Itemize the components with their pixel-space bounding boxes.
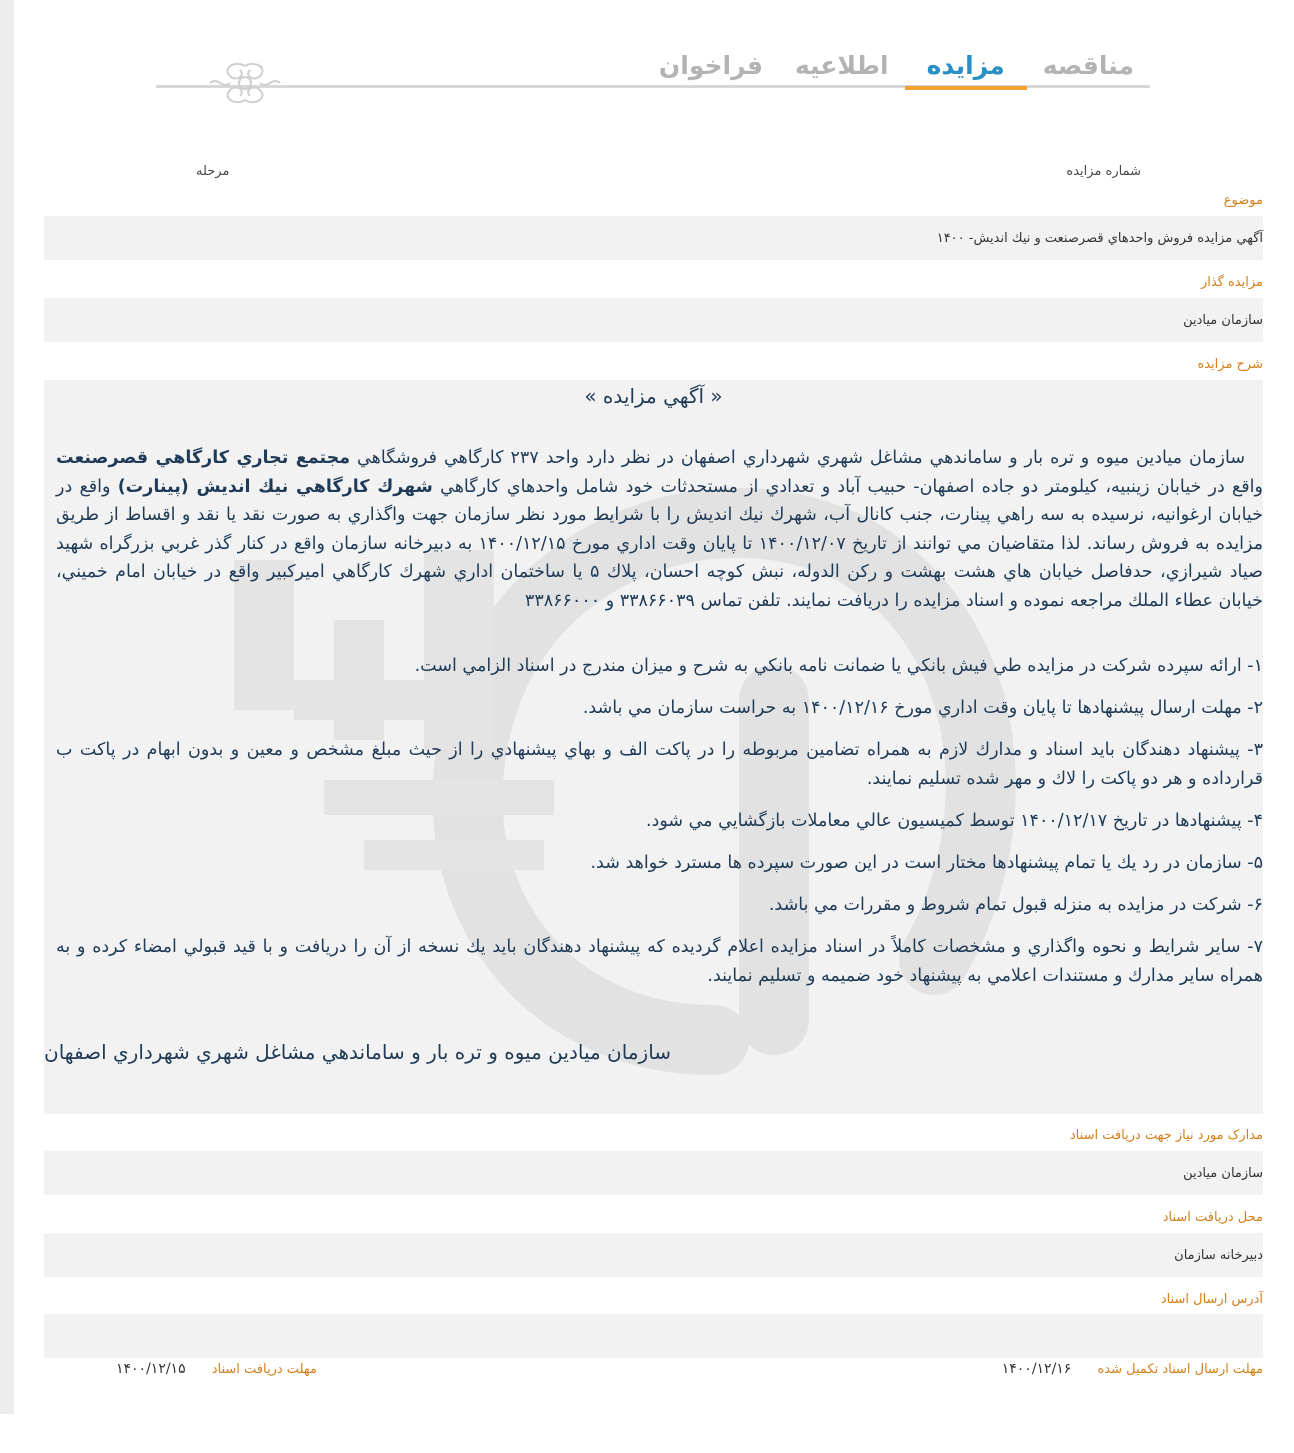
submit-deadline-label: مهلت ارسال اسناد تکميل شده: [1097, 1362, 1263, 1377]
intro-text-1: سازمان ميادين ميوه و تره بار و ساماندهي مشاغل شهري شهرداري اصفهان در نظر دارد واحد ۲۳۷ كارگاهي فروشگاهي: [350, 448, 1245, 468]
intro-bold-1: مجتمع تجاري كارگاهي قصرصنعت: [56, 448, 351, 468]
condition-item: ۷- ساير شرايط و نحوه واگذاري و مشخصات كاملاً در اسناد مزايده اعلام گرديده كه پيشنهاد دهندگان بايد يك نسخه از آن را دريافت و با قيد قبولي امضاء كرده و به همراه ساير مدارك و مستندات اعلامي به پيشنهاد خود ضميمه و تسليم نمايند.: [56, 937, 1263, 986]
send-address-box: [44, 1314, 1263, 1358]
auctioneer-value: سازمان ميادين: [1183, 313, 1263, 328]
left-frame-strip: [0, 0, 14, 1414]
auction-number-label: شماره مزايده: [1066, 164, 1141, 179]
description-title: « آگهي مزايده »: [584, 384, 723, 408]
docs-location-label: محل دريافت اسناد: [1162, 1210, 1263, 1225]
tabs: [643, 46, 1150, 90]
intro-bold-2: شهرك كارگاهي نيك انديش (پينارت): [117, 476, 433, 497]
subject-value: آگهي مزايده فروش واحدهاي قصرصنعت و نيك انديش- ۱۴۰۰: [936, 231, 1263, 246]
description-label: شرح مزايده: [1197, 357, 1263, 372]
subject-label: موضوع: [1223, 193, 1263, 208]
auctioneer-box: [44, 298, 1263, 342]
tab-call[interactable]: فراخوان: [658, 51, 764, 80]
condition-item: ۴- پيشنهادها در تاريخ ۱۴۰۰/۱۲/۱۷ توسط كميسيون عالي معاملات بازگشايي مي شود.: [645, 811, 1263, 831]
docs-required-value: سازمان ميادين: [1183, 1166, 1263, 1181]
ornament-icon: [200, 58, 290, 108]
send-address-label: آدرس ارسال اسناد: [1160, 1292, 1263, 1307]
condition-item: ۱- ارائه سپرده شركت در مزايده طي فيش بانكي يا ضمانت نامه بانكي به شرح و ميزان مندرج در اسناد الزامي است.: [414, 656, 1263, 676]
tab-bar: [150, 30, 1150, 110]
description-box: [44, 380, 1263, 1114]
condition-item: ۳- پيشنهاد دهندگان بايد اسناد و مدارك لازم به همراه تضامين مربوطه را در پاكت الف و بهاي پيشنهادي را از حيث مبلغ مشخص و معين و بدون ابهام در پاكت ب قرارداده و هر دو پاكت را لاك و مهر شده تسليم نمايند.: [56, 740, 1263, 789]
docs-required-box: [44, 1151, 1263, 1195]
tab-announcement[interactable]: اطلاعيه: [795, 51, 889, 80]
condition-item: ۲- مهلت ارسال پيشنهادها تا پايان وقت اداري مورخ ۱۴۰۰/۱۲/۱۶ به حراست سازمان مي باشد.: [582, 698, 1263, 718]
bottom-frame-strip: [0, 1414, 1294, 1453]
description-signature: سازمان ميادين ميوه و تره بار و ساماندهي مشاغل شهري شهرداري اصفهان: [44, 1040, 672, 1064]
intro-text-2: واقع در خيابان زينبيه، كيلومتر دو جاده اصفهان- حبيب آباد و تعدادي از مستحدثات خود شامل واحدهاي كارگاهي: [432, 476, 1263, 497]
submit-deadline: [1002, 1361, 1263, 1377]
submit-deadline-date: ۱۴۰۰/۱۲/۱۶: [1001, 1361, 1072, 1377]
receive-deadline-label: مهلت دريافت اسناد: [211, 1362, 317, 1377]
tab-tender[interactable]: مناقصه: [1042, 51, 1134, 80]
docs-required-label: مدارک مورد نياز جهت دريافت اسناد: [1069, 1128, 1263, 1143]
tab-auction[interactable]: مزايده: [905, 46, 1027, 90]
condition-item: ۵- سازمان در رد يك يا تمام پيشنهادها مختار است در اين صورت سپرده ها مسترد خواهد شد.: [590, 853, 1263, 873]
description-intro: [56, 444, 1263, 615]
intro-text-3: واقع در خيابان ارغوانيه، نرسيده به سه راهي پينارت، جنب كانال آب، شهرك نيك انديش را با شرايط مورد نظر سازمان جهت واگذاري به صورت نقد يا نقد و اقساط از طريق مزايده به فروش رساند. لذا متقاضيان مي توانند از تاريخ ۱۴۰۰/۱۲/۰۷ تا پايان وقت اداري مورخ ۱۴۰۰/۱۲/۱۵ به دبيرخانه سازمان واقع در كنار گذر غربي بزرگراه شهيد صياد شيرازي، حدفاصل خيابان هاي هشت بهشت و ركن الدوله، نبش كوچه احسان، پلاك ۵ يا ساختمان اداري شهرك كارگاهي اميركبير واقع در خيابان امام خميني، خيابان عطاء الملك مراجعه نموده و اسناد مزايده را دريافت نمايند. تلفن تماس ۳۳۸۶۶۰۳۹ و ۳۳۸۶۶۰۰۰: [56, 476, 1263, 611]
docs-location-value: دبيرخانه سازمان: [1174, 1248, 1263, 1263]
docs-location-box: [44, 1233, 1263, 1277]
receive-deadline-date: ۱۴۰۰/۱۲/۱۵: [116, 1361, 186, 1377]
auctioneer-label: مزايده گذار: [1200, 275, 1263, 290]
condition-item: ۶- شركت در مزايده به منزله قبول تمام شروط و مقررات مي باشد.: [768, 895, 1263, 915]
receive-deadline: [116, 1361, 317, 1377]
stage-label: مرحله: [196, 164, 230, 179]
subject-box: [44, 216, 1263, 260]
